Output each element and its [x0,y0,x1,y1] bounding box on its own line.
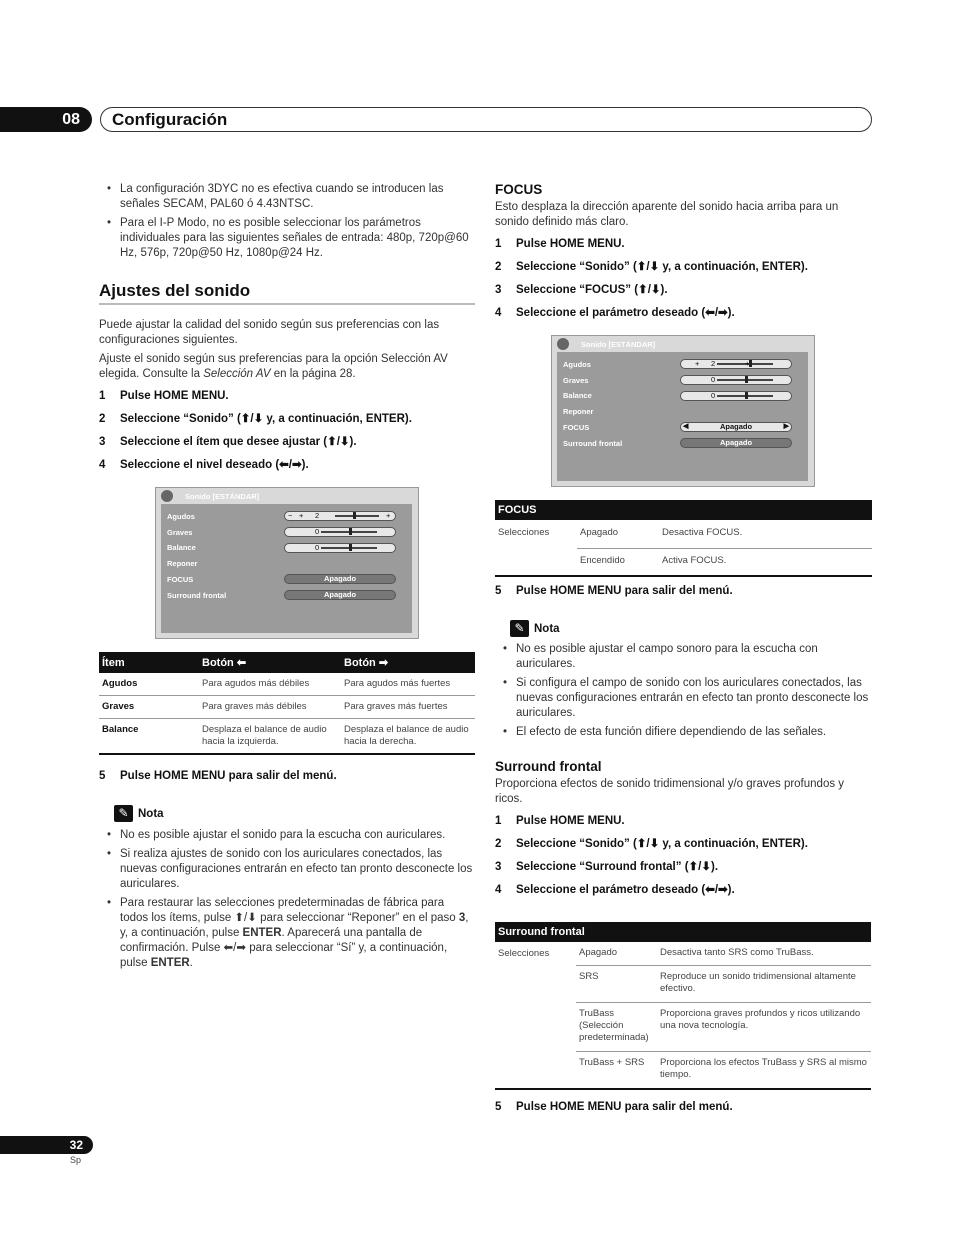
plus-icon: + [745,359,750,368]
text: . Aparecerá una pantalla de confirmación. Pulse ⬅/➡ para seleccionar “Sí” y, a continuación, pulse [120,927,448,969]
focus-value-selected [680,422,792,432]
agudos-value: 2 [315,511,320,520]
text: Para restaurar las selecciones predeterminadas de fábrica para todos los ítems, pulse ⬆/⬇ para seleccionar “Reponer” en el paso [120,897,459,924]
menu-row-reponer: Reponer [563,407,594,416]
nota-bullet [99,896,475,971]
step-number: 4 [99,459,106,471]
table-row [495,942,871,966]
sound-step-3 [99,435,357,450]
pencil-note-icon: ✎ [510,620,529,637]
cell: Para agudos más fuertes [344,678,451,689]
step-text: Seleccione “Sonido” (⬆/⬇ y, a continuación, ENTER). [516,838,808,850]
language-code: Sp [70,1155,82,1165]
menu-row-focus: FOCUS [563,423,590,432]
focus-value: Apagado [284,574,396,584]
sound-step-2 [99,412,412,427]
surround-value: Apagado [284,590,396,600]
table-header: FOCUS [495,500,872,520]
chapter-title: Configuración [112,110,228,129]
step-text: Pulse HOME MENU para salir del menú. [120,770,337,782]
step-text: Seleccione “FOCUS” (⬆/⬇). [516,284,668,296]
text: ENTER [242,927,282,939]
surround-step-1 [495,814,625,829]
sound-step-1 [99,389,229,404]
step-number: 3 [99,436,106,448]
text: , y, a continuación, pulse [120,912,469,939]
agudos-slider [284,511,396,521]
nota-bullet: • No es posible ajustar el sonido para la escucha con auriculares. [99,828,475,843]
cell: Para graves más débiles [202,701,307,712]
intro-bullets [99,182,475,265]
step-number: 2 [99,413,106,425]
nota-bullet: • Si configura el campo de sonido con los auriculares conectados, las nuevas configuraciones entrarán en efecto tan pronto desconecte los auriculares. [495,676,872,721]
graves-value: 0 [315,527,320,536]
arrow-right-icon: ▶ [783,423,789,430]
sound-nota-bullets [99,828,475,975]
intro-bullet: • La configuración 3DYC no es efectiva cuando se introducen las señales SECAM, PAL60 ó 4.43NTSC. [99,182,475,212]
speaker-icon [557,338,569,350]
sound-paragraph-1: Puede ajustar la calidad del sonido según sus preferencias con las configuraciones siguientes. [99,319,440,346]
step-number: 5 [99,770,106,782]
step-text: Pulse HOME MENU. [516,815,625,827]
menu-row-graves: Graves [167,528,193,537]
focus-step-1 [495,237,625,252]
section-divider [99,303,475,305]
focus-nota-bullets [495,642,872,744]
av-selection-ref: Selección AV [203,368,271,380]
menu-row-agudos: Agudos [563,360,591,369]
cell: Para agudos más débiles [202,678,310,689]
focus-table [495,500,872,577]
step-number: 1 [495,815,502,827]
cell: SRS [576,966,657,1003]
sound-levels-table [99,652,475,755]
menu-row-balance: Balance [167,543,196,552]
focus-paragraph: Esto desplaza la dirección aparente del sonido hacia arriba para un sonido definido más claro. [495,201,839,228]
cell: Proporciona los efectos TruBass y SRS al mismo tiempo. [660,1057,867,1080]
cell: Apagado [577,520,659,549]
surround-paragraph: Proporciona efectos de sonido tridimensional y/o graves profundos y ricos. [495,778,845,805]
surround-step-3 [495,860,718,875]
cell: Encendido [580,555,625,566]
text: Ajuste el sonido según sus preferencias para la opción Selección AV elegida. Consulte la [99,353,448,380]
menu-row-graves: Graves [563,376,589,385]
table-row [99,673,475,696]
agudos-value: 2 [711,359,716,368]
text: . [189,957,193,969]
screen-header: Sonido [ESTÁNDAR] [581,340,656,349]
cell: Desactiva tanto SRS como TruBass. [657,942,871,966]
col-header: Botón ⬅ [199,652,341,673]
table-header: Surround frontal [495,922,871,942]
step-number: 4 [495,307,502,319]
step-number: 5 [495,585,502,597]
surround-step-5 [495,1100,733,1115]
step-text: Pulse HOME MENU para salir del menú. [516,1101,733,1113]
step-number: 2 [495,261,502,273]
step-text: Pulse HOME MENU. [120,390,229,402]
balance-value: 0 [315,543,320,552]
graves-slider [284,527,396,537]
cell: Desactiva FOCUS. [659,520,872,549]
surround-value: Apagado [680,438,792,448]
table-row [99,719,475,755]
sound-step-4 [99,458,309,473]
focus-value: Apagado [719,422,753,431]
focus-step-4 [495,306,735,321]
menu-row-agudos: Agudos [167,512,195,521]
text: ENTER [150,957,190,969]
menu-row-surround: Surround frontal [563,439,623,448]
screen-header: Sonido [ESTÁNDAR] [185,492,260,501]
page-number: 32 [0,1136,93,1154]
sound-section-title: Ajustes del sonido [99,281,251,300]
surround-step-2 [495,837,808,852]
cell: Apagado [576,942,657,966]
speaker-icon [161,490,173,502]
step-number: 3 [495,861,502,873]
plus-icon: + [386,511,391,520]
balance-value: 0 [711,391,716,400]
step-text: Seleccione el ítem que desee ajustar (⬆/⬇). [120,436,357,448]
nota-bullet: • No es posible ajustar el campo sonoro para la escucha con auriculares. [495,642,872,672]
arrow-left-icon: ◀ [683,423,689,430]
cell: TruBass + SRS [579,1057,645,1068]
nota-heading [510,620,560,638]
table-row [495,520,872,549]
focus-step-3 [495,283,668,298]
surround-title: Surround frontal [495,759,602,774]
sound-paragraph-2 [99,352,475,382]
menu-row-surround: Surround frontal [167,591,227,600]
step-number: 3 [495,284,502,296]
balance-slider [284,543,396,553]
agudos-slider [680,359,792,369]
plus-icon: + [299,511,304,520]
focus-step-5 [495,584,733,599]
nota-heading [114,805,164,823]
step-text: Pulse HOME MENU. [516,238,625,250]
group-cell: Selecciones [498,948,550,959]
step-text: Seleccione “Sonido” (⬆/⬇ y, a continuación, ENTER). [120,413,412,425]
cell: Reproduce un sonido tridimensional altamente efectivo. [657,966,871,1003]
graves-value: 0 [711,375,716,384]
text: en la página 28. [270,368,356,380]
group-cell: Selecciones [498,527,550,538]
chapter-number: 08 [0,107,92,132]
nota-label: Nota [138,807,164,820]
step-text: Seleccione “Surround frontal” (⬆/⬇). [516,861,719,873]
step-number: 2 [495,838,502,850]
cell: Activa FOCUS. [662,555,727,566]
step-number: 5 [495,1101,502,1113]
plus-icon: + [695,359,700,368]
intro-bullet: • Para el I-P Modo, no es posible seleccionar los parámetros individuales para las siguientes señales de entrada: 480p, 720p@60 Hz, 576p, 720p@50 Hz, 1080p@24 Hz. [99,216,475,261]
balance-slider [680,391,792,401]
pencil-note-icon: ✎ [114,805,133,822]
step-text: Pulse HOME MENU para salir del menú. [516,585,733,597]
sound-menu-screen [155,487,419,639]
text: 3 [458,912,466,924]
step-text: Seleccione el parámetro deseado (⬅/➡). [516,884,735,896]
minus-icon: − [288,511,293,520]
cell: Desplaza el balance de audio hacia la derecha. [344,724,469,747]
cell: Proporciona graves profundos y ricos utilizando una nova tecnología. [657,1003,871,1052]
step-text: Seleccione el parámetro deseado (⬅/➡). [516,307,735,319]
menu-row-focus: FOCUS [167,575,194,584]
cell: Balance [102,724,139,735]
step-number: 1 [495,238,502,250]
step-text: Seleccione el nivel deseado (⬅/➡). [120,459,309,471]
step-text: Seleccione “Sonido” (⬆/⬇ y, a continuación, ENTER). [516,261,808,273]
focus-title: FOCUS [495,182,543,197]
cell: Graves [102,701,135,712]
surround-step-4 [495,883,735,898]
menu-row-balance: Balance [563,391,592,400]
cell: TruBass (Selección predeterminada) [576,1003,657,1052]
surround-table [495,922,871,1090]
col-header: Ítem [99,652,199,673]
col-header: Botón ➡ [341,652,475,673]
graves-slider [680,375,792,385]
nota-label: Nota [534,622,560,635]
step-number: 1 [99,390,106,402]
menu-row-reponer: Reponer [167,559,198,568]
focus-step-2 [495,260,808,275]
focus-menu-screen [551,335,815,487]
step-number: 4 [495,884,502,896]
nota-bullet: • El efecto de esta función difiere dependiendo de las señales. [495,725,872,740]
cell: Agudos [102,678,138,689]
nota-bullet: • Si realiza ajustes de sonido con los auriculares conectados, las nuevas configuraciones entrarán en efecto tan pronto desconecte los auriculares. [99,847,475,892]
table-row [99,696,475,719]
sound-step-5 [99,769,337,784]
cell: Para graves más fuertes [344,701,448,712]
cell: Desplaza el balance de audio hacia la izquierda. [202,724,327,747]
